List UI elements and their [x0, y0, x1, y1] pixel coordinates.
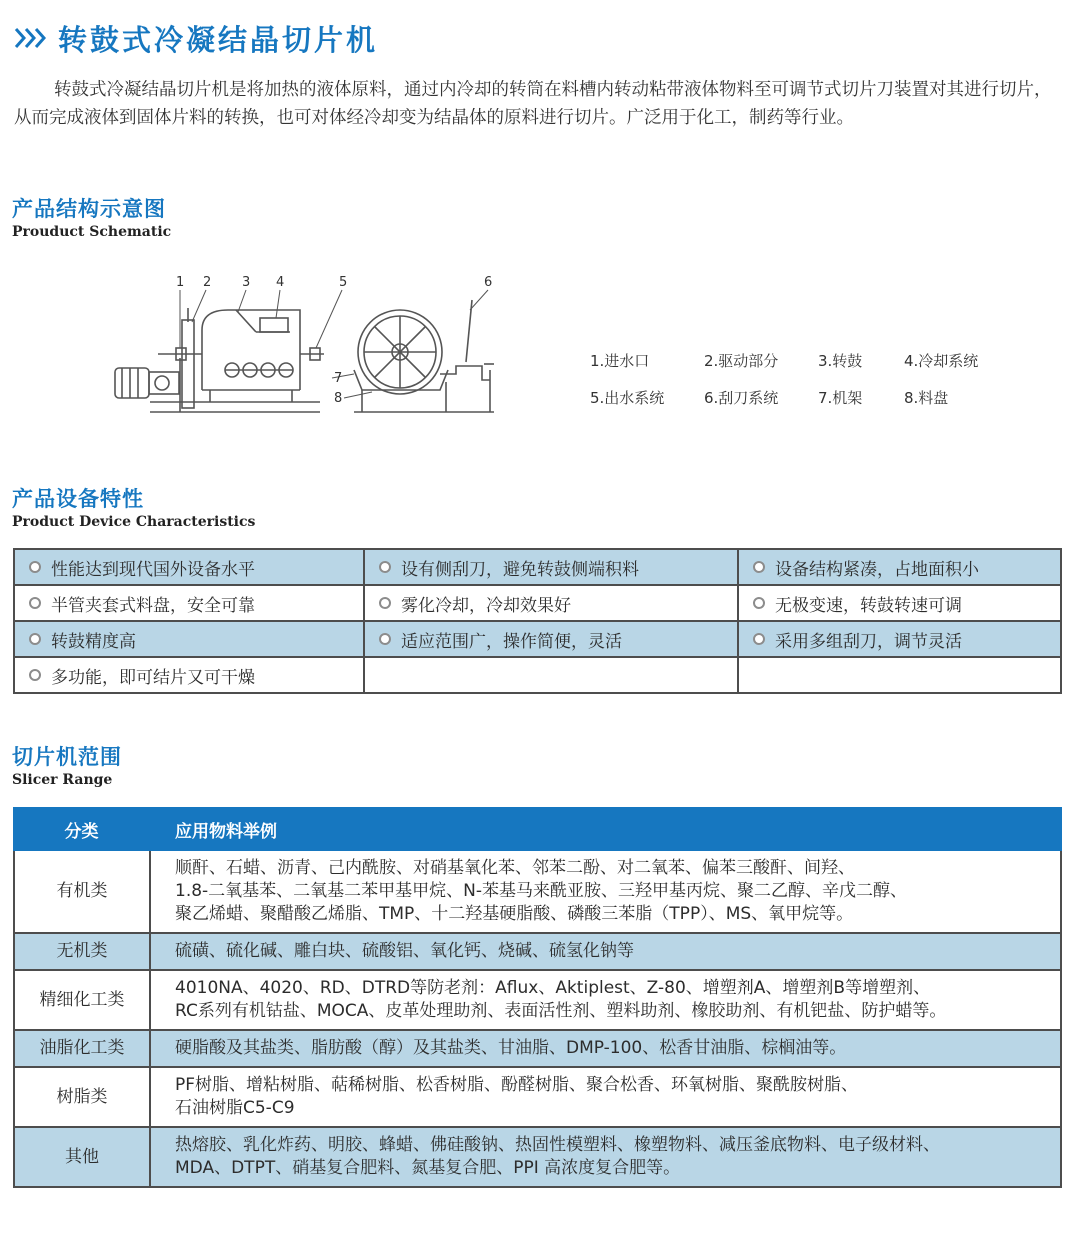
page-header	[14, 18, 378, 58]
table-row	[14, 1030, 1061, 1067]
legend-item: 1.进水口	[590, 352, 650, 370]
features-row	[14, 657, 1061, 693]
feature-cell: 无极变速，转鼓转速可调	[738, 585, 1061, 621]
feature-cell: 设备结构紧凑，占地面积小	[738, 549, 1061, 585]
table-row	[14, 970, 1061, 1030]
feature-cell-empty	[364, 657, 738, 693]
schematic-label-1: 1	[176, 275, 185, 290]
motor	[115, 368, 179, 398]
schematic-label-8: 8	[334, 391, 343, 406]
feature-cell: 转鼓精度高	[14, 621, 364, 657]
circle-bullet-icon	[379, 633, 391, 645]
features-row	[14, 585, 1061, 621]
feature-cell: 多功能，即可结片又可干燥	[14, 657, 364, 693]
machine-schematic	[110, 270, 510, 430]
schematic-label-7: 7	[334, 371, 343, 386]
circle-bullet-icon	[29, 633, 41, 645]
features-title-cn: 产品设备特性	[12, 487, 144, 511]
intro-paragraph: 转鼓式冷凝结晶切片机是将加热的液体原料，通过内冷却的转筒在料槽内转动粘带液体物料至可调节式切片刀装置对其进行切片，从而完成液体到固体片料的转换，也可对体经冷却变为结晶体的原料进行切片。广泛用于化工，制药等行业。	[14, 80, 1052, 128]
legend-item: 2.驱动部分	[704, 352, 779, 370]
category-cell: 有机类	[14, 850, 150, 933]
examples-cell	[150, 1030, 1061, 1067]
examples-line: 4010NA、4020、RD、DTRD等防老剂：Aflux、Aktiplest、Z-80、增塑剂A、增塑剂B等增塑剂、	[175, 978, 931, 998]
feature-cell: 半管夹套式料盘，安全可靠	[14, 585, 364, 621]
category-cell: 油脂化工类	[14, 1030, 150, 1067]
table-row	[14, 850, 1061, 933]
range-title-cn: 切片机范围	[12, 745, 122, 769]
circle-bullet-icon	[379, 561, 391, 573]
examples-line: 热熔胶、乳化炸药、明胶、蜂蜡、佛硅酸钠、热固性模塑料、橡塑物料、减压釜底物料、电子级材料、	[175, 1135, 940, 1155]
side-view-drum	[354, 300, 494, 412]
circle-bullet-icon	[29, 597, 41, 609]
category-cell: 精细化工类	[14, 970, 150, 1030]
table-row	[14, 933, 1061, 970]
circle-bullet-icon	[379, 597, 391, 609]
feature-cell: 设有侧刮刀，避免转鼓侧端积料	[364, 549, 738, 585]
features-row	[14, 549, 1061, 585]
column-header-examples: 应用物料举例	[150, 808, 1061, 850]
feature-cell: 采用多组刮刀，调节灵活	[738, 621, 1061, 657]
schematic-label-5: 5	[339, 275, 348, 290]
feature-cell: 适应范围广，操作简便，灵活	[364, 621, 738, 657]
schematic-label-4: 4	[276, 275, 285, 290]
legend-item: 4.冷却系统	[904, 352, 979, 370]
examples-line: MDA、DTPT、硝基复合肥料、氮基复合肥、PPI 高浓度复合肥等。	[175, 1158, 681, 1178]
legend-item: 6.刮刀系统	[704, 389, 779, 407]
features-section-heading	[12, 486, 255, 530]
table-row	[14, 1067, 1061, 1127]
legend-item: 7.机架	[818, 389, 863, 407]
legend-item: 5.出水系统	[590, 389, 665, 407]
feature-cell: 性能达到现代国外设备水平	[14, 549, 364, 585]
circle-bullet-icon	[29, 669, 41, 681]
circle-bullet-icon	[753, 597, 765, 609]
examples-cell	[150, 1067, 1061, 1127]
table-row	[14, 1127, 1061, 1187]
drum-housing	[202, 310, 324, 390]
examples-line: 硫磺、硫化碱、雕白块、硫酸铝、氧化钙、烧碱、硫氢化钠等	[175, 941, 634, 961]
examples-line: 1.8-二氧基苯、二氧基二苯甲基甲烷、N-苯基马来酰亚胺、三羟甲基丙烷、聚二乙醇、辛戊二醇、	[175, 881, 908, 901]
features-row	[14, 621, 1061, 657]
examples-cell	[150, 850, 1061, 933]
examples-line: RC系列有机钴盐、MOCA、皮革处理助剂、表面活性剂、塑料助剂、橡胶助剂、有机钯盐、防护蜡等。	[175, 1001, 947, 1021]
category-cell: 其他	[14, 1127, 150, 1187]
schematic-label-6: 6	[484, 275, 493, 290]
triple-chevron-icon	[14, 26, 50, 50]
category-cell: 树脂类	[14, 1067, 150, 1127]
legend-item: 8.料盘	[904, 389, 949, 407]
feature-cell: 雾化冷却，冷却效果好	[364, 585, 738, 621]
range-section-heading	[12, 744, 122, 788]
schematic-label-3: 3	[242, 275, 251, 290]
examples-cell	[150, 1127, 1061, 1187]
examples-cell	[150, 970, 1061, 1030]
examples-cell	[150, 933, 1061, 970]
legend-item: 3.转鼓	[818, 352, 863, 370]
schematic-title-en: Prouduct Schematic	[12, 224, 172, 240]
features-title-en: Product Device Characteristics	[12, 514, 256, 530]
examples-line: 石油树脂C5-C9	[175, 1098, 295, 1118]
slicer-range-table	[13, 807, 1062, 1188]
page-title: 转鼓式冷凝结晶切片机	[58, 22, 379, 57]
circle-bullet-icon	[753, 561, 765, 573]
schematic-section-heading	[12, 196, 171, 240]
range-title-en: Slicer Range	[12, 772, 113, 788]
examples-line: PF树脂、增粘树脂、萜稀树脂、松香树脂、酚醛树脂、聚合松香、环氧树脂、聚酰胺树脂、	[175, 1075, 859, 1095]
circle-bullet-icon	[29, 561, 41, 573]
examples-line: 硬脂酸及其盐类、脂肪酸（醇）及其盐类、甘油脂、DMP-100、松香甘油脂、棕榈油等。	[175, 1038, 847, 1058]
category-cell: 无机类	[14, 933, 150, 970]
table-header-row	[14, 808, 1061, 850]
schematic-label-2: 2	[203, 275, 212, 290]
features-table	[13, 548, 1062, 694]
column-header-category: 分类	[14, 808, 150, 850]
schematic-title-cn: 产品结构示意图	[12, 197, 166, 221]
schematic-legend	[590, 350, 1020, 408]
circle-bullet-icon	[753, 633, 765, 645]
feature-cell-empty	[738, 657, 1061, 693]
examples-line: 聚乙烯蜡、聚醋酸乙烯脂、TMP、十二羟基硬脂酸、磷酸三苯脂（TPP）、MS、氧甲烷等。	[175, 904, 854, 924]
examples-line: 顺酐、石蜡、沥青、己内酰胺、对硝基氧化苯、邻苯二酚、对二氧苯、偏苯三酸酐、间羟、	[175, 858, 855, 878]
